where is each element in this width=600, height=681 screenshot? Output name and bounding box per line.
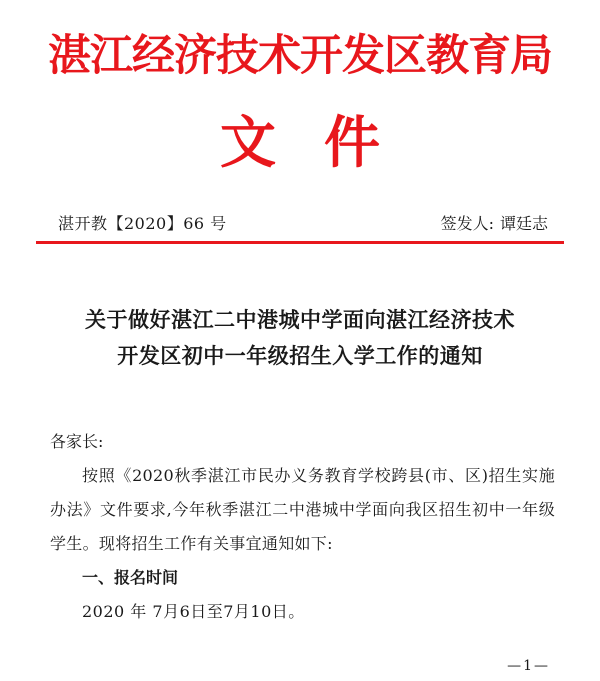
- notice-title: [0, 302, 600, 374]
- page-number: —1—: [507, 658, 550, 674]
- section-heading-registration-time: 一、报名时间: [82, 568, 179, 587]
- document-type-header: 文件: [220, 110, 428, 176]
- red-separator-line: [36, 241, 564, 244]
- signer-label: 签发人:: [440, 214, 494, 233]
- notice-body: [50, 425, 555, 629]
- document-number: 湛开教【2020】66 号: [58, 214, 227, 233]
- notice-title-line-2: 开发区初中一年级招生入学工作的通知: [117, 344, 483, 368]
- issuing-organization-header: 湛江经济技术开发区教育局: [48, 31, 552, 81]
- signer-name: 谭廷志: [499, 214, 548, 233]
- registration-date-text: 2020 年 7月6日至7月10日。: [82, 602, 305, 621]
- notice-title-line-1: 关于做好湛江二中港城中学面向湛江经济技术: [85, 308, 515, 332]
- salutation: 各家长:: [50, 432, 104, 451]
- signer-block: [441, 213, 548, 235]
- body-paragraph: 按照《2020秋季湛江市民办义务教育学校跨县(市、区)招生实施办法》文件要求,今年秋季湛江二中港城中学面向我区招生初中一年级学生。现将招生工作有关事宜通知如下:: [50, 466, 555, 553]
